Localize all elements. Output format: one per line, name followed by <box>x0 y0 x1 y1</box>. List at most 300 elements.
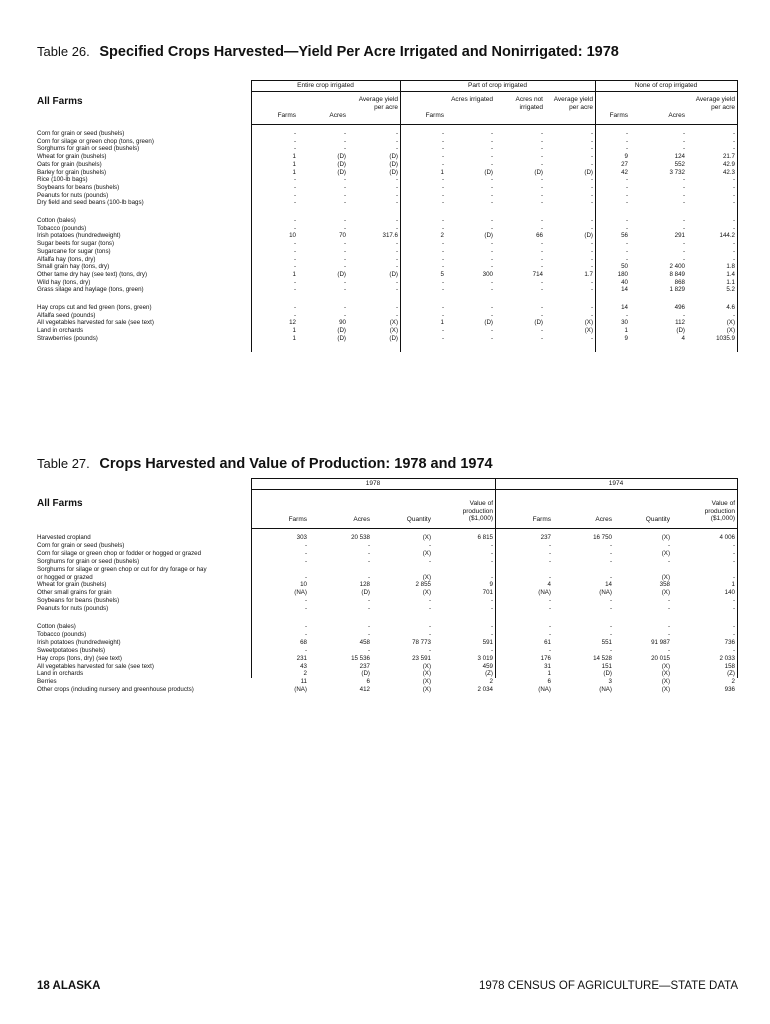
table-cell: (D) <box>389 153 398 161</box>
table-cell: 78 773 <box>412 638 431 646</box>
table-cell: - <box>548 549 551 557</box>
table-cell: - <box>682 137 685 145</box>
table26-title: Specified Crops Harvested—Yield Per Acre Irrigated and Nonirrigated: 1978 <box>99 44 619 60</box>
table-cell: - <box>540 286 543 294</box>
column-header: Acres <box>329 112 346 119</box>
table-cell: - <box>293 278 296 286</box>
table-cell: - <box>682 224 685 232</box>
table-cell: - <box>343 176 346 184</box>
table-cell: (D) <box>534 168 543 176</box>
table-row <box>37 335 249 343</box>
table-cell: - <box>625 255 628 263</box>
table-row <box>37 605 249 613</box>
table-cell: - <box>732 557 735 565</box>
table-cell: - <box>343 130 346 137</box>
table-cell: 1035.9 <box>716 334 735 342</box>
table-cell: (X) <box>422 549 431 557</box>
table-cell: - <box>441 183 444 191</box>
table-cell: 1 <box>292 168 296 176</box>
table-cell: (X) <box>661 573 670 581</box>
table-cell: - <box>304 646 307 654</box>
table-cell: - <box>428 541 431 549</box>
table-cell: 68 <box>300 638 307 646</box>
table-cell: - <box>293 191 296 199</box>
table-cell: 128 <box>359 581 370 589</box>
table-cell: - <box>548 605 551 613</box>
table-cell: (X) <box>422 670 431 678</box>
column-header: Value of production ($1,000) <box>462 500 493 522</box>
table-cell: - <box>395 183 398 191</box>
table-cell: 591 <box>482 638 493 646</box>
table-cell: - <box>304 630 307 638</box>
table-cell: - <box>609 630 612 638</box>
table-cell: - <box>304 557 307 565</box>
table-cell: - <box>343 247 346 255</box>
table-cell: - <box>540 311 543 319</box>
column-header: Farms <box>425 112 444 119</box>
table-cell: - <box>540 263 543 271</box>
table-cell: 496 <box>674 304 685 311</box>
table-cell: (X) <box>422 678 431 686</box>
table-cell: - <box>343 191 346 199</box>
table-row <box>37 566 249 574</box>
table-cell: - <box>540 240 543 248</box>
table-cell: 23 591 <box>412 654 431 662</box>
table-cell: - <box>590 160 593 168</box>
table-cell: 317.6 <box>382 232 398 240</box>
table-cell: (X) <box>661 549 670 557</box>
table-cell: - <box>428 605 431 613</box>
table-cell: (NA) <box>538 589 551 597</box>
table-cell: 91 987 <box>651 638 670 646</box>
table-cell: - <box>732 630 735 638</box>
table-cell: - <box>395 217 398 224</box>
row-label: Other small grains for grain <box>37 589 112 597</box>
table-cell: (X) <box>661 686 670 694</box>
table-cell: (D) <box>389 334 398 342</box>
table-cell: 412 <box>359 686 370 694</box>
row-label: Peanuts for nuts (pounds) <box>37 605 109 613</box>
table-cell: (X) <box>422 573 431 581</box>
table-cell: - <box>609 549 612 557</box>
group-header-rule <box>251 489 737 490</box>
table-cell: - <box>540 137 543 145</box>
table-cell: - <box>441 160 444 168</box>
table-cell: - <box>732 130 735 137</box>
table-cell: - <box>441 263 444 271</box>
table-cell: 1 <box>440 319 444 327</box>
table-cell: 1 <box>547 670 551 678</box>
table-cell: - <box>441 130 444 137</box>
column-group-label: Part of crop irrigated <box>468 82 527 89</box>
table-cell: - <box>590 137 593 145</box>
table-cell: 4.6 <box>726 304 735 311</box>
table-cell: - <box>490 176 493 184</box>
table-cell: - <box>732 541 735 549</box>
table-cell: - <box>304 573 307 581</box>
table-cell: - <box>428 630 431 638</box>
table-cell: 2 <box>731 678 735 686</box>
column-group-label: None of crop irrigated <box>634 82 698 89</box>
row-label: Sorghums for silage or green chop or cut for dry forage or hay <box>37 565 207 573</box>
table27-number: Table 27. <box>37 456 90 471</box>
column-group-label: 1978 <box>365 480 381 487</box>
table-cell: - <box>490 557 493 565</box>
table-row <box>37 581 249 589</box>
table-cell: - <box>441 334 444 342</box>
table-cell: - <box>441 217 444 224</box>
table-cell: - <box>343 183 346 191</box>
table-cell: - <box>490 160 493 168</box>
table-cell: - <box>590 130 593 137</box>
table-cell: (X) <box>726 319 735 327</box>
table-cell: - <box>490 217 493 224</box>
table-cell: - <box>441 137 444 145</box>
table-cell: - <box>590 191 593 199</box>
table-cell: - <box>732 183 735 191</box>
row-label: Soybeans for beans (bushels) <box>37 597 120 605</box>
table-cell: - <box>540 153 543 161</box>
table-cell: - <box>441 176 444 184</box>
table-cell: - <box>490 263 493 271</box>
table-cell: 43 <box>300 662 307 670</box>
table-cell: - <box>682 183 685 191</box>
table-cell: - <box>548 557 551 565</box>
table-cell: - <box>682 247 685 255</box>
table-cell: (D) <box>484 319 493 327</box>
table-cell: 2 <box>489 678 493 686</box>
row-label: Corn for grain or seed (bushels) <box>37 130 125 137</box>
column-header: Farms <box>609 112 628 119</box>
column-group-label: 1974 <box>608 480 624 487</box>
table-cell: - <box>732 247 735 255</box>
column-header: Acres irrigated <box>451 96 493 103</box>
table-cell: 50 <box>621 263 628 271</box>
table-cell: 6 <box>366 678 370 686</box>
table-cell: - <box>625 130 628 137</box>
table-cell: - <box>367 605 370 613</box>
table-cell: 4 <box>681 334 685 342</box>
column-header: Average yield per acre <box>358 96 398 111</box>
table-cell: - <box>732 137 735 145</box>
table-row <box>37 655 249 663</box>
table26-number: Table 26. <box>37 44 90 59</box>
table-cell: - <box>548 623 551 630</box>
column-header: Value of production ($1,000) <box>704 500 735 522</box>
table-cell: (D) <box>361 670 370 678</box>
table-cell: (X) <box>422 589 431 597</box>
table-cell: - <box>548 646 551 654</box>
table-cell: - <box>540 183 543 191</box>
table-row <box>37 534 249 542</box>
column-header: Quantity <box>645 516 670 523</box>
column-header-rule <box>251 124 737 125</box>
table-cell: 56 <box>621 232 628 240</box>
table-cell: - <box>732 224 735 232</box>
table-cell: - <box>343 199 346 207</box>
table-cell: - <box>343 145 346 153</box>
table-cell: - <box>428 646 431 654</box>
table-cell: - <box>293 286 296 294</box>
table-cell: - <box>428 623 431 630</box>
table-cell: (X) <box>389 327 398 335</box>
table-cell: - <box>540 217 543 224</box>
table-cell: 2 034 <box>477 686 493 694</box>
table-cell: - <box>667 630 670 638</box>
table-cell: (D) <box>337 153 346 161</box>
table-cell: (Z) <box>485 670 493 678</box>
table-row <box>37 686 249 694</box>
table-cell: - <box>293 217 296 224</box>
table-cell: (NA) <box>538 686 551 694</box>
table-cell: - <box>540 199 543 207</box>
column-header: Acres <box>668 112 685 119</box>
table-cell: - <box>293 137 296 145</box>
table-row <box>37 574 249 582</box>
table-row <box>37 597 249 605</box>
table-cell: (NA) <box>599 686 612 694</box>
table-cell: 459 <box>482 662 493 670</box>
table-cell: 936 <box>724 686 735 694</box>
table-cell: - <box>609 646 612 654</box>
table-cell: - <box>732 605 735 613</box>
column-header: Acres <box>595 516 612 523</box>
table-cell: 2 400 <box>669 263 685 271</box>
table-cell: 90 <box>339 319 346 327</box>
table-cell: - <box>590 304 593 311</box>
row-label: Dry field and seed beans (100-lb bags) <box>37 199 144 207</box>
table-cell: (Z) <box>727 670 735 678</box>
table-cell: - <box>293 176 296 184</box>
table-cell: (X) <box>422 534 431 541</box>
table-cell: - <box>590 240 593 248</box>
table-cell: 1.1 <box>726 278 735 286</box>
table-cell: - <box>490 549 493 557</box>
table-cell: - <box>732 217 735 224</box>
table-cell: - <box>293 199 296 207</box>
table-cell: - <box>732 549 735 557</box>
table-cell: - <box>540 334 543 342</box>
table-cell: - <box>732 199 735 207</box>
table-cell: (X) <box>661 589 670 597</box>
table-cell: (X) <box>584 319 593 327</box>
table-cell: - <box>441 255 444 263</box>
table-cell: - <box>732 597 735 605</box>
table-cell: - <box>682 199 685 207</box>
table-cell: - <box>395 191 398 199</box>
table-cell: - <box>293 247 296 255</box>
table-cell: (D) <box>337 327 346 335</box>
table-cell: - <box>428 597 431 605</box>
table-cell: - <box>548 630 551 638</box>
table-cell: - <box>540 224 543 232</box>
table-cell: - <box>667 605 670 613</box>
table-cell: - <box>293 311 296 319</box>
table-cell: - <box>304 605 307 613</box>
row-label: Berries <box>37 678 57 686</box>
table-cell: - <box>625 217 628 224</box>
table-cell: - <box>441 311 444 319</box>
table-cell: - <box>732 240 735 248</box>
table-cell: - <box>490 247 493 255</box>
table-cell: - <box>609 605 612 613</box>
table-cell: - <box>293 183 296 191</box>
table-cell <box>257 566 307 574</box>
table-cell: - <box>590 145 593 153</box>
table-cell: - <box>590 311 593 319</box>
table-row <box>37 589 249 597</box>
table-cell: - <box>441 286 444 294</box>
table-cell: 11 <box>300 678 307 686</box>
table-body <box>37 534 737 694</box>
table-cell: (X) <box>584 327 593 335</box>
column-header: Farms <box>288 516 307 523</box>
table-cell: - <box>367 549 370 557</box>
table-cell: 61 <box>544 638 551 646</box>
table-cell: - <box>490 573 493 581</box>
table-cell: - <box>293 263 296 271</box>
table-row <box>37 639 249 647</box>
row-label: Sorghums for grain or seed (bushels) <box>37 557 140 565</box>
table-cell: - <box>540 327 543 335</box>
table-cell: - <box>367 541 370 549</box>
table-cell: 70 <box>339 232 346 240</box>
table-cell: 15 536 <box>351 654 370 662</box>
row-label: Grass silage and haylage (tons, green) <box>37 286 144 294</box>
table-cell: 9 <box>489 581 493 589</box>
row-label: Wheat for grain (bushels) <box>37 581 107 589</box>
table-cell: (D) <box>676 327 685 335</box>
table-cell: (D) <box>389 168 398 176</box>
table-cell: 714 <box>532 270 543 278</box>
table-cell: - <box>625 199 628 207</box>
table-top-rule <box>251 80 737 81</box>
table-cell: - <box>441 145 444 153</box>
table-cell: - <box>395 247 398 255</box>
table-cell: (D) <box>484 168 493 176</box>
table-cell: - <box>625 191 628 199</box>
group-header-rule <box>251 91 737 92</box>
table-cell: - <box>441 327 444 335</box>
table-cell: 1 <box>292 270 296 278</box>
table-cell: - <box>667 557 670 565</box>
row-label: Sweetpotatoes (bushels) <box>37 646 106 654</box>
table-cell: - <box>343 278 346 286</box>
table-cell: 42 <box>621 168 628 176</box>
table-cell: - <box>625 224 628 232</box>
column-header: Acres not irrigated <box>515 96 543 111</box>
table-cell: - <box>395 240 398 248</box>
table-cell: - <box>490 623 493 630</box>
table-cell: - <box>540 191 543 199</box>
table27-stub: All Farms <box>37 498 83 509</box>
table-cell: (D) <box>534 319 543 327</box>
table-cell: 176 <box>540 654 551 662</box>
row-label: Corn for silage or green chop (tons, green) <box>37 137 154 145</box>
table-cell: - <box>293 304 296 311</box>
table-cell: - <box>367 557 370 565</box>
row-label: Peanuts for nuts (pounds) <box>37 191 109 199</box>
table-cell: - <box>732 255 735 263</box>
table-cell: - <box>609 623 612 630</box>
table-cell: (X) <box>661 670 670 678</box>
table-row <box>37 558 249 566</box>
table-cell: - <box>395 137 398 145</box>
table-cell: (D) <box>484 232 493 240</box>
table-cell: - <box>395 263 398 271</box>
table-cell: 3 732 <box>669 168 685 176</box>
table-cell: - <box>732 145 735 153</box>
table-cell: (D) <box>361 589 370 597</box>
table-cell: - <box>625 240 628 248</box>
table-row <box>37 550 249 558</box>
table-cell: (NA) <box>294 589 307 597</box>
table-cell: - <box>343 224 346 232</box>
column-header: Average yield per acre <box>553 96 593 111</box>
table-cell: - <box>682 240 685 248</box>
table-cell: 1 <box>292 327 296 335</box>
table-cell: - <box>732 311 735 319</box>
table-cell: - <box>293 255 296 263</box>
table-cell: (X) <box>726 327 735 335</box>
table-cell: - <box>732 191 735 199</box>
table-cell: - <box>609 573 612 581</box>
table-cell: - <box>343 137 346 145</box>
table-cell: 3 019 <box>477 654 493 662</box>
row-label: Rice (100-lb bags) <box>37 176 88 184</box>
table-cell: (X) <box>422 686 431 694</box>
table-cell: 4 006 <box>719 534 735 541</box>
table-cell: - <box>590 224 593 232</box>
table-cell: - <box>395 176 398 184</box>
table-cell: - <box>490 240 493 248</box>
row-label: Land in orchards <box>37 327 84 335</box>
table-cell: 40 <box>621 278 628 286</box>
table-cell: 6 <box>547 678 551 686</box>
row-label: Other tame dry hay (see text) (tons, dry) <box>37 270 148 278</box>
table-cell: - <box>395 304 398 311</box>
table-cell: 151 <box>601 662 612 670</box>
table-cell: - <box>548 597 551 605</box>
table-cell: - <box>609 557 612 565</box>
table-cell: 291 <box>674 232 685 240</box>
table-cell: - <box>343 311 346 319</box>
table-row <box>37 286 249 294</box>
table-cell: - <box>590 199 593 207</box>
table-cell: - <box>441 304 444 311</box>
table-cell: - <box>590 255 593 263</box>
table26-title-line <box>37 44 619 60</box>
row-label: Sugarcane for sugar (tons) <box>37 247 111 255</box>
table-cell: 6 815 <box>477 534 493 541</box>
table-cell: - <box>343 263 346 271</box>
table-cell <box>443 566 493 574</box>
table-cell: - <box>490 145 493 153</box>
table-cell: 14 <box>605 581 612 589</box>
table-cell: - <box>304 623 307 630</box>
table-cell: - <box>540 145 543 153</box>
table-row <box>37 670 249 678</box>
table-row <box>37 647 249 655</box>
table-cell: - <box>490 137 493 145</box>
table-cell: - <box>682 130 685 137</box>
row-label: Harvested cropland <box>37 534 91 541</box>
table-cell: 158 <box>724 662 735 670</box>
table27-title: Crops Harvested and Value of Production: 1978 and 1974 <box>99 456 493 472</box>
table-cell: 31 <box>544 662 551 670</box>
table-cell: - <box>625 137 628 145</box>
table-cell: - <box>293 224 296 232</box>
